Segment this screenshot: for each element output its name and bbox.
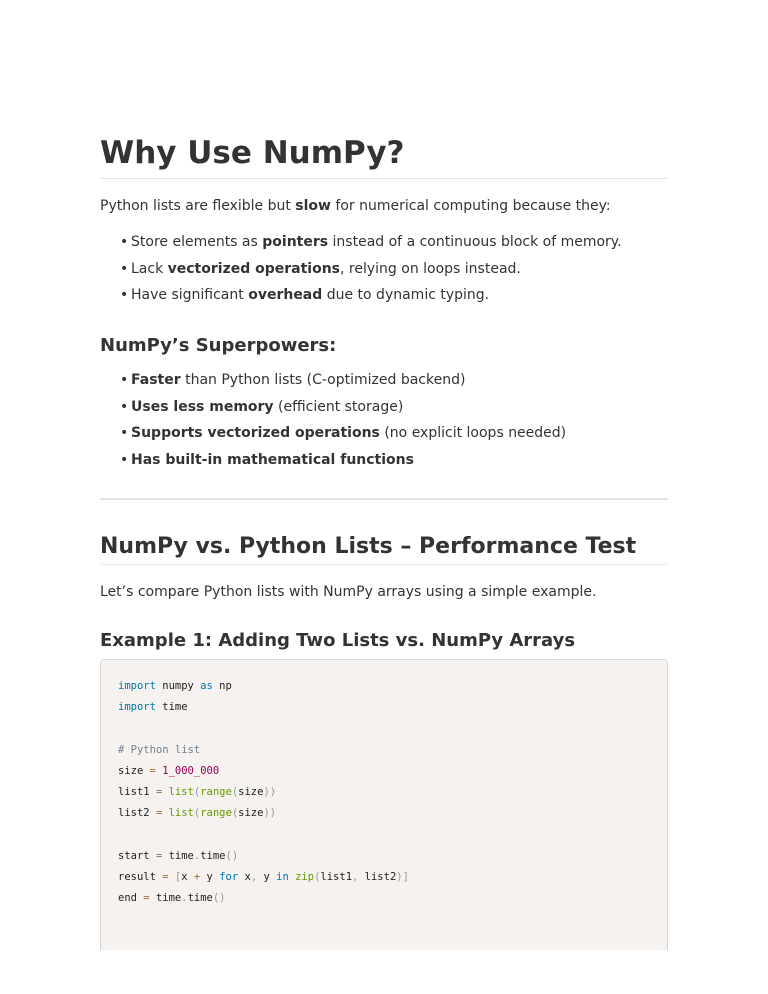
intro-paragraph xyxy=(100,196,611,216)
list-item: • Uses less memory (efficient storage) xyxy=(120,398,404,415)
list-item: • Have significant overhead due to dynamic typing. xyxy=(120,287,490,303)
code-line: start = time.time() xyxy=(118,849,239,862)
intro-bold: slow xyxy=(295,198,331,214)
list-item: • Store elements as pointers instead of a continuous block of memory. xyxy=(120,234,622,250)
code-line: import numpy as np xyxy=(118,680,232,692)
code-line: list2 = list(range(size)) xyxy=(118,807,277,820)
heading-why-numpy: Why Use NumPy? xyxy=(100,135,405,171)
list-item: • Has built-in mathematical functions xyxy=(120,451,414,468)
intro-text: Python lists are flexible but xyxy=(100,198,296,214)
code-line: result = [x + y for x, y in zip(list1, list2)] xyxy=(118,870,409,883)
code-line: end = time.time() xyxy=(118,892,226,905)
code-line: import time xyxy=(118,701,188,714)
heading-performance-test: NumPy vs. Python Lists – Performance Test xyxy=(100,534,637,559)
intro-text-end: for numerical computing because they: xyxy=(330,198,611,214)
heading-underline xyxy=(100,564,668,565)
section-divider xyxy=(100,498,668,500)
code-line: # Python list xyxy=(118,743,201,756)
heading-underline xyxy=(100,178,668,179)
superpowers-list xyxy=(120,367,566,473)
code-line: list1 = list(range(size)) xyxy=(118,786,277,799)
reasons-list xyxy=(120,229,622,309)
example-heading: Example 1: Adding Two Lists vs. NumPy Arrays xyxy=(100,630,576,651)
compare-paragraph: Let’s compare Python lists with NumPy arrays using a simple example. xyxy=(100,584,597,600)
code-line: size = 1_000_000 xyxy=(118,764,220,777)
list-item: • Faster than Python lists (C-optimized backend) xyxy=(120,372,466,388)
list-item: • Lack vectorized operations, relying on loops instead. xyxy=(120,260,521,277)
superpowers-heading: NumPy’s Superpowers: xyxy=(100,335,337,356)
list-item: • Supports vectorized operations (no explicit loops needed) xyxy=(120,425,567,441)
code-content xyxy=(118,676,409,909)
code-block[interactable] xyxy=(100,659,668,950)
